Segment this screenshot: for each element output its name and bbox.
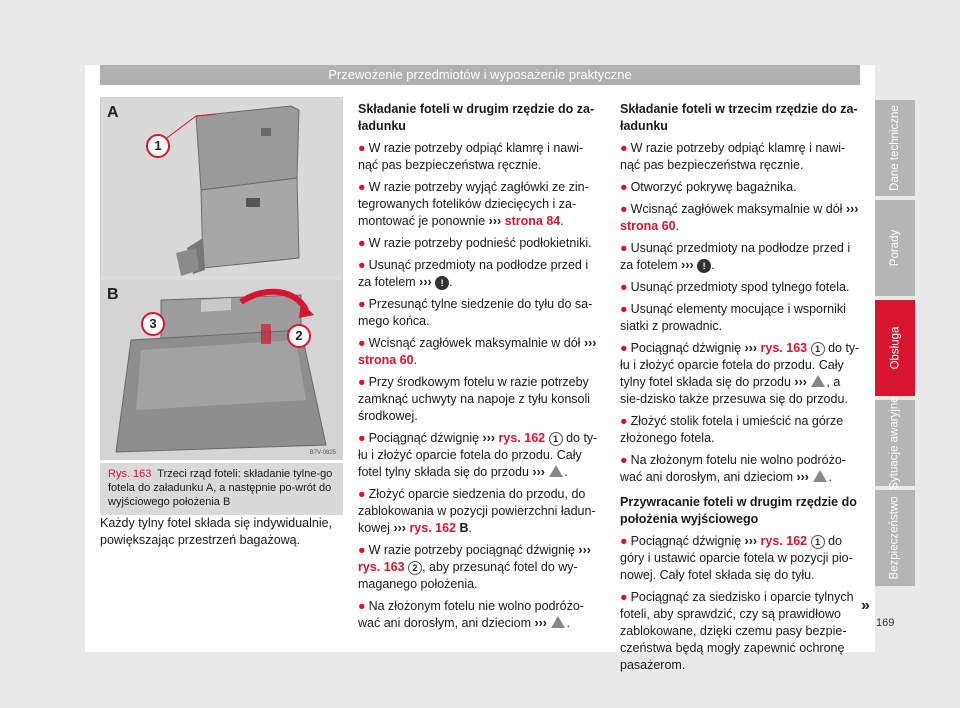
tab-obsluga[interactable]: Obsługa [875,300,915,396]
link-strona-84[interactable]: strona 84 [504,214,561,228]
list-item: ● Usunąć przedmioty na podłodze przed i za fotelem ››› ! . [358,258,589,289]
callout-3: 3 [141,312,165,336]
tab-dane-techniczne[interactable]: Dane techniczne [875,100,915,196]
list-item: ● Wcisnąć zagłówek maksymalnie w dół ››› strona 60. [620,202,859,233]
seat-folding-illustration-b [101,280,342,460]
tab-bezpieczenstwo[interactable]: Bezpieczeństwo [875,490,915,586]
column-second-row [358,101,598,637]
caption-text: Trzeci rząd foteli: składanie tylne-go fotela do załadunku A, a następnie po-wrót do wyjściowego położenia B [108,468,333,508]
tab-sytuacje-awaryjne[interactable]: Sytuacje awaryjne [875,400,915,486]
list-item: ● Przy środkowym fotelu w razie potrzeby zamknąć uchwyty na napoje z tyłu konsoli środkowej. [358,375,591,423]
list-item: ● Złożyć oparcie siedzenia do przodu, do zablokowania w pozycji powierzchni ładun-kowej ››› rys. 162 B. [358,487,596,535]
list-item: ● Pociągnąć za siedzisko i oparcie tylnych foteli, aby sprawdzić, czy są prawidłowo zablokowane, dzięki czemu pasy bezpie-czeństwa będą mogły zapewnić ochronę pasażerom. [620,590,854,672]
panel-b-label: B [107,286,119,303]
list-item: ● Otworzyć pokrywę bagażnika. [620,180,797,194]
callout-ref-1: 1 [811,535,825,549]
page-header: Przewożenie przedmiotów i wyposażenie praktyczne [100,65,860,85]
list-item: ● Złożyć stolik fotela i umieścić na górze złożonego fotela. [620,414,844,445]
list-item: ● W razie potrzeby pociągnąć dźwignię ››› rys. 163 2 , aby przesunąć fotel do wy-maganego położenia. [358,543,591,591]
list-item: ● W razie potrzeby wyjąć zagłówki ze zin-tegrowanych fotelików dziecięcych i za-montować je ponownie ››› strona 84. [358,180,589,228]
intro-paragraph: Każdy tylny fotel składa się indywidualnie, powiększając przestrzeń bagażową. [100,516,333,547]
figure-panel-b [101,280,342,460]
list-item: ● W razie potrzeby podnieść podłokietniki. [358,236,592,250]
list-item: ● W razie potrzeby odpiąć klamrę i nawi-nąć pas bezpieczeństwa ręcznie. [358,141,584,172]
seat-folding-illustration-a [101,98,342,276]
warning-icon[interactable] [549,465,563,477]
link-rys-163[interactable]: rys. 163 [358,560,405,574]
tab-porady[interactable]: Porady [875,200,915,296]
link-strona-60[interactable]: strona 60 [358,353,414,367]
list-item: ● Pociągnąć dźwignię ››› rys. 162 1 do ty-łu i złożyć oparcie fotela do przodu. Cały fotel tylny składa się do przodu ››› . [358,431,598,479]
notice-icon[interactable]: ! [435,276,449,290]
link-rys-162-b[interactable]: rys. 162 [409,521,457,535]
notice-icon[interactable]: ! [697,259,711,273]
caption-label: Rys. 163 [108,468,152,480]
figure-caption [100,463,343,515]
list-item: ● Na złożonym fotelu nie wolno podróżo-wać ani dorosłym, ani dzieciom ››› . [620,453,846,484]
link-strona-60[interactable]: strona 60 [620,219,676,233]
section-heading-restore: Przywracanie foteli w drugim rzędzie do położenia wyjściowego [620,495,857,526]
link-rys-162[interactable]: rys. 162 [760,534,808,548]
list-item: ● Pociągnąć dźwignię ››› rys. 163 1 do ty-łu i złożyć oparcie fotela do przodu. Cały tylny fotel składa się do przodu ››› , a sie-dzisko także przesuwa się do przodu. [620,341,860,406]
column-third-row [620,101,860,679]
callout-ref-1: 1 [549,432,563,446]
warning-icon[interactable] [551,616,565,628]
list-item: ● Pociągnąć dźwignię ››› rys. 162 1 do góry i ustawić oparcie fotela w pozycji pio-nowej. Cały fotel składa się do tyłu. [620,534,853,582]
callout-1: 1 [146,134,170,158]
figure-rys-163 [100,97,343,460]
callout-ref-2: 2 [408,561,422,575]
panel-a-label: A [107,104,119,121]
list-item: ● Usunąć przedmioty na podłodze przed i za fotelem ››› ! . [620,241,851,272]
warning-icon[interactable] [811,375,825,387]
figure-panel-a [101,98,342,276]
list-item: ● Usunąć przedmioty spod tylnego fotela. [620,280,850,294]
list-item: ● Wcisnąć zagłówek maksymalnie w dół ››› strona 60. [358,336,597,367]
section-heading: Składanie foteli w trzecim rzędzie do za-ładunku [620,102,858,133]
continue-marker: » [861,597,870,614]
link-rys-163[interactable]: rys. 163 [760,341,808,355]
callout-ref-1: 1 [811,342,825,356]
warning-icon[interactable] [813,470,827,482]
list-item: ● Na złożonym fotelu nie wolno podróżo-wać ani dorosłym, ani dzieciom ››› . [358,599,584,630]
page-number: 169 [876,617,895,629]
section-heading: Składanie foteli w drugim rzędzie do za-ładunku [358,102,595,133]
link-rys-162[interactable]: rys. 162 [498,431,546,445]
list-item: ● Przesunąć tylne siedzenie do tyłu do sa-mego końca. [358,297,593,328]
callout-2: 2 [287,324,311,348]
list-item: ● Usunąć elementy mocujące i wsporniki siatki z prowadnic. [620,302,846,333]
figure-code: B7V-0825 [309,450,336,456]
list-item: ● W razie potrzeby odpiąć klamrę i nawi-nąć pas bezpieczeństwa ręcznie. [620,141,846,172]
